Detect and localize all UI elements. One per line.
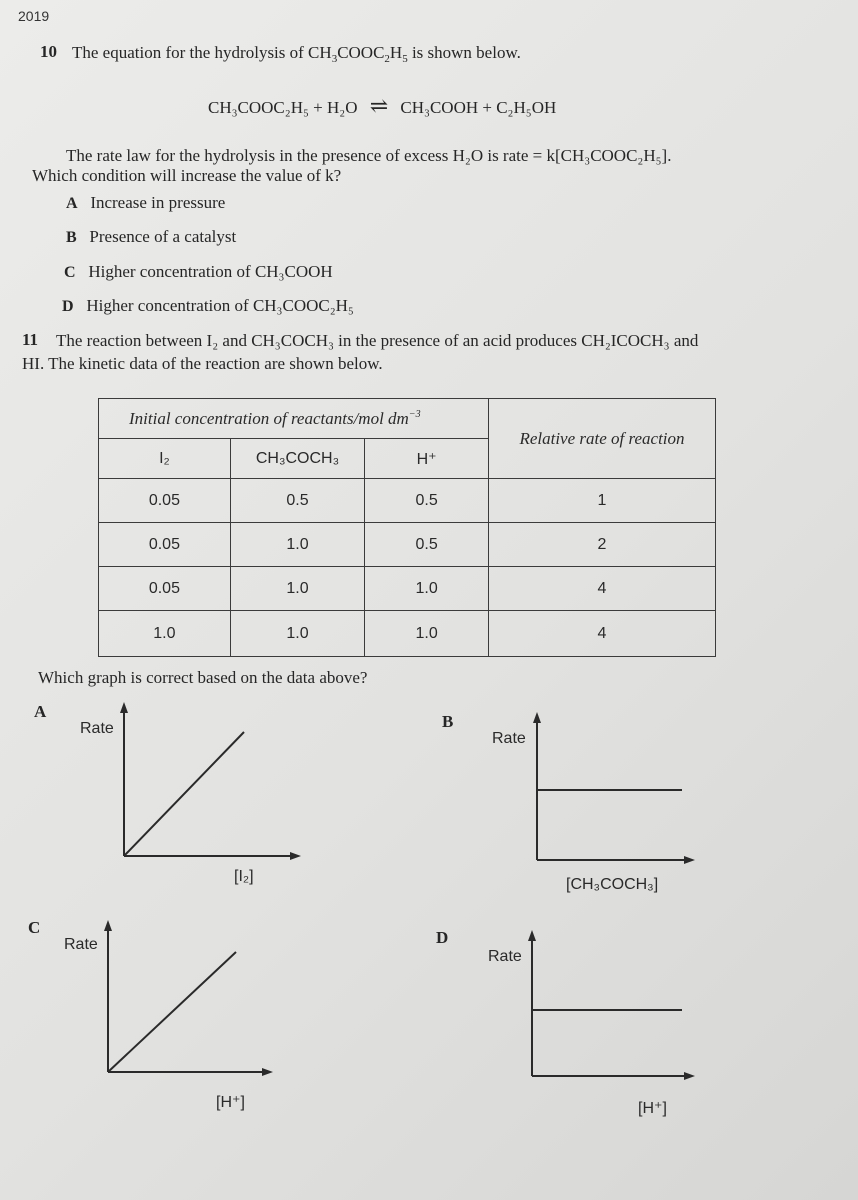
table-cell: 1.0: [230, 611, 364, 657]
table-cell: 0.05: [99, 567, 231, 611]
graph-a-xlabel: [I₂]: [234, 868, 254, 885]
kinetic-data-table: [98, 398, 716, 657]
table-cell: 0.5: [230, 479, 364, 523]
question-11-number: 11: [22, 330, 39, 349]
graph-b-xlabel: [CH₃COCH₃]: [566, 876, 659, 893]
table-cell: 4: [489, 611, 716, 657]
table-cell: 0.5: [365, 523, 489, 567]
table-cell: 1.0: [230, 567, 364, 611]
column-header-acetone: CH₃COCH₃: [230, 439, 364, 479]
table-cell: 1.0: [365, 611, 489, 657]
table-row: [99, 523, 716, 567]
table-cell: 1.0: [99, 611, 231, 657]
graph-a-plot: [112, 700, 302, 870]
graph-b-plot: [524, 710, 698, 870]
equation-left: CH₃COOC₂H₅ + H₂O: [208, 98, 358, 117]
graph-b-letter[interactable]: B: [442, 712, 454, 731]
table-cell: 1.0: [365, 567, 489, 611]
graph-d-plot: [520, 928, 698, 1088]
graph-d-letter[interactable]: D: [436, 928, 449, 947]
hydrolysis-equation: [208, 93, 557, 118]
equilibrium-arrow-icon: ⇌: [369, 93, 389, 118]
option-b[interactable]: B Presence of a catalyst: [66, 227, 237, 246]
table-cell: 0.05: [99, 523, 231, 567]
graph-b-ylabel: Rate: [492, 730, 526, 747]
table-row: [99, 611, 716, 657]
rate-law-text: The rate law for the hydrolysis in the presence of excess H₂O is rate = k[CH₃COOC₂H₅].: [66, 146, 672, 165]
question-11-intro-line1: The reaction between I₂ and CH₃COCH₃ in the presence of an acid produces CH₂ICOCH₃ and: [56, 331, 699, 350]
table-cell: 2: [489, 523, 716, 567]
graph-c-letter[interactable]: C: [28, 918, 41, 937]
column-header-h-plus: H⁺: [365, 439, 489, 479]
table-cell: 1.0: [230, 523, 364, 567]
question-10-intro: The equation for the hydrolysis of $CH_3COOC_2H_5$ is shown below.: [72, 43, 521, 65]
option-c[interactable]: C Higher concentration of CH₃COOH: [64, 262, 333, 281]
table-row: [99, 567, 716, 611]
graph-question: Which graph is correct based on the data above?: [38, 668, 368, 687]
graph-d-xlabel: [H⁺]: [638, 1100, 667, 1117]
graph-a-letter[interactable]: A: [34, 702, 47, 721]
table-row: [99, 479, 716, 523]
year-label: 2019: [18, 8, 50, 24]
question-10-number: 10: [40, 42, 57, 61]
equation-right: CH₃COOH + C₂H₅OH: [400, 98, 557, 117]
graph-a-ylabel: Rate: [80, 720, 114, 737]
table-header-concentration: Initial concentration of reactants/mol $dm^{-3}$: [99, 399, 489, 439]
option-d[interactable]: D Higher concentration of CH₃COOC₂H₅: [62, 296, 354, 315]
column-header-i2: I₂: [99, 439, 231, 479]
graph-d-ylabel: Rate: [488, 948, 522, 965]
question-10-prompt: Which condition will increase the value of k?: [32, 166, 342, 185]
question-11-intro-line2: HI. The kinetic data of the reaction are shown below.: [22, 354, 383, 373]
graph-c-plot: [96, 918, 276, 1080]
table-header-rate: Relative rate of reaction: [489, 399, 716, 479]
graph-c-xlabel: [H⁺]: [216, 1094, 245, 1111]
table-cell: 1: [489, 479, 716, 523]
table-cell: 4: [489, 567, 716, 611]
table-cell: 0.05: [99, 479, 231, 523]
table-cell: 0.5: [365, 479, 489, 523]
graph-c-ylabel: Rate: [64, 936, 98, 953]
option-a[interactable]: A Increase in pressure: [66, 193, 226, 212]
